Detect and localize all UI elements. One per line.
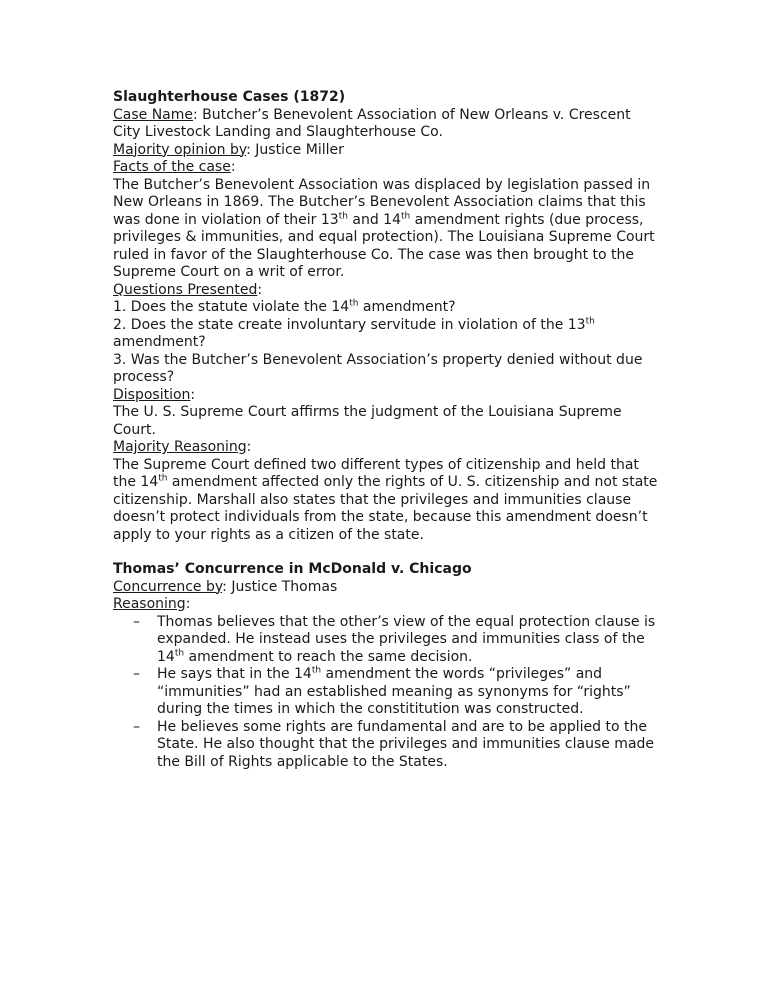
document-page [113,89,658,771]
facts-text-2: and 14 [347,211,401,228]
majority-reasoning-text-2: amendment affected only the rights of U. S. citizenship and not state citizenship. Marshall also states that the privileges and immunities clause doesn’t protect individuals from the state, because this amendment doesn’t apply to your rights as a citizen of the state. [113,474,658,543]
list-item [113,719,658,772]
question-1-text: 1. Does the statute violate the 14 [113,299,350,315]
facts-colon: : [230,159,236,175]
majority-reasoning-heading [113,439,658,457]
majority-reasoning-paragraph [113,457,658,545]
case-name-label: Case Name [113,106,194,123]
majority-opinion-value: : Justice Miller [246,141,344,158]
concurrence-value: : Justice Thomas [222,578,338,595]
reasoning-bullet-list [113,614,658,772]
bullet-1-end: amendment to reach the same decision. [184,648,473,665]
questions-colon: : [257,281,263,298]
question-2-end: amendment? [113,334,206,350]
case-name-value: : Butcher’s Benevolent Association of New Orleans v. Crescent City Livestock Landing and Slaughterhouse Co. [113,106,631,140]
question-2 [113,317,658,352]
question-3: 3. Was the Butcher’s Benevolent Association’s property denied without due process? [113,351,643,385]
section-title-slaughterhouse: Slaughterhouse Cases (1872) [113,89,346,105]
majority-reasoning-label: Majority Reasoning [113,439,247,455]
facts-sup-1: th [338,210,348,221]
section-title-thomas-concurrence: Thomas’ Concurrence in McDonald v. Chicago [113,561,472,577]
bullet-1-text: Thomas believes that the other’s view of the equal protection clause is expanded. He instead uses the privileges and immunities class of the 14 [157,613,656,665]
case-name-line [113,107,658,142]
facts-heading [113,159,658,177]
disposition-label: Disposition [113,386,191,403]
facts-text-3: amendment rights (due process, privileges & immunities, and equal protection). The Louisiana Supreme Court ruled in favor of the Slaughterhouse Co. The case was then brought to the Supreme Court on a writ of error. [113,211,655,280]
dash-bullet-icon: – [133,718,140,735]
questions-heading [113,282,658,300]
disposition-colon: : [190,386,196,403]
bullet-3-text: He believes some rights are fundamental and are to be applied to the State. He also thought that the privileges and immunities clause made the Bill of Rights applicable to the States. [157,718,655,770]
reasoning-colon: : [185,596,191,612]
section-spacer [113,544,658,561]
majority-reasoning-colon: : [246,439,252,455]
list-item [113,614,658,667]
question-1-end: amendment? [358,299,456,315]
facts-label: Facts of the case [113,159,231,175]
majority-reasoning-text-1: The Supreme Court defined two different types of citizenship and held that the 14 [113,456,639,490]
disposition-heading [113,387,658,405]
reasoning-heading [113,596,658,614]
majority-opinion-line [113,142,658,160]
reasoning-label: Reasoning [113,596,186,612]
majority-opinion-label: Majority opinion by [113,141,247,158]
question-2-text: 2. Does the state create involuntary servitude in violation of the 13 [113,316,586,333]
questions-label: Questions Presented [113,281,258,298]
question-1-sup: th [349,298,359,309]
concurrence-line [113,579,658,597]
concurrence-label: Concurrence by [113,578,223,595]
majority-reasoning-sup: th [158,473,168,484]
facts-text-1: The Butcher’s Benevolent Association was displaced by legislation passed in New Orleans in 1869. The Butcher’s Benevolent Association claims that this was done in violation of their 13 [113,176,651,228]
bullet-1-sup: th [174,647,185,658]
disposition-text: The U. S. Supreme Court affirms the judgment of the Louisiana Supreme Court. [113,404,622,438]
question-2-sup: th [585,315,595,326]
bullet-2-sup: th [311,665,322,676]
facts-paragraph [113,177,658,282]
dash-bullet-icon: – [133,666,140,682]
bullet-2-text: He says that in the 14 [157,666,312,682]
question-1 [113,299,658,317]
bullet-2-end: amendment the words “privileges” and “immunities” had an established meaning as synonyms for “rights” during the times in which the constititution was constructed. [157,666,631,717]
facts-sup-2: th [400,210,411,221]
dash-bullet-icon: – [133,613,140,630]
list-item [113,666,658,719]
